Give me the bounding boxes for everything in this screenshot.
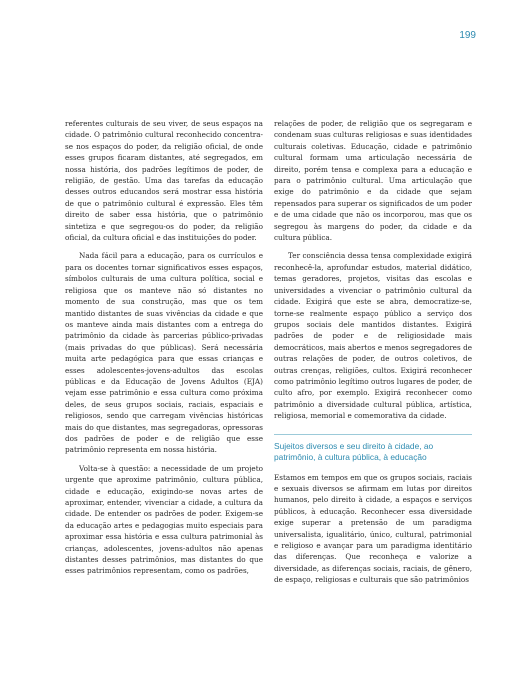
body-paragraph: Volta-se à questão: a necessidade de um projeto urgente que aproxime patrimônio, cultura pública, cidade e educação, exigindo-se novas artes de aproximar, entender, vivenciar a cidade, a cultura da cidade. De entender os padrões de poder. Exigem-se da educação artes e pedagogias muito especiais para aproximar essa história e essa cultura patrimonial às crianças, adolescentes, jovens-adultos não apenas distantes desses patrimônios, mas distantes do que esses patrimônios representam, como os padrões, bbox=[65, 463, 263, 576]
section-heading bbox=[274, 434, 472, 464]
body-paragraph: Ter consciência dessa tensa complexidade exigirá reconhecê-la, aprofundar estudos, material didático, temas geradores, projetos, visitas das escolas e universidades a vivenciar o patrimônio cultural da cidade. Exigirá que este se abra, democratize-se, torne-se realmente espaço público a serviço dos grupos sociais dele mantidos distantes. Exigirá padrões de poder e de religiosidade mais democráticos, mais abertos e menos segregadores de outras relações de poder, de outros coletivos, de outras crenças, religiões, cultos. Exigirá reconhecer como patrimônio legítimo outros lugares de poder, de culto afro, por exemplo. Exigirá reconhecer como patrimônio a diversidade cultural pública, artística, religiosa, memorial e comemorativa da cidade. bbox=[274, 251, 472, 421]
body-paragraph: Estamos em tempos em que os grupos sociais, raciais e sexuais diversos se afirmam em lutas por direitos humanos, pelo direito à cidade, a espaços e serviços públicos, à educação. Reconhecer essa diversidade exige superar a pretensão de um paradigma universalista, igualitário, único, cultural, patrimonial e religioso e avançar para um paradigma identitário das diferenças. Que reconheça e valorize a diversidade, as diferenças sociais, raciais, de gênero, de espaço, religiosas e culturais que são patrimônios bbox=[274, 472, 472, 585]
body-paragraph: Nada fácil para a educação, para os currículos e para os docentes tornar significativos esses espaços, símbolos culturais de uma cultura política, social e religiosa que os manteve não só distantes no momento de sua construção, mas que os tem mantido distantes de suas vivências da cidade e que os manteve ainda mais distantes com a entrega do patrimônio da cidade às parcerias público-privadas (mais privadas do que públicas). Será necessária muita arte pedagógica para que essas crianças e esses adolescentes-jovens-adultos das escolas públicas e da Educação de Jovens Adultos (EJA) vejam esse patrimônio e essa cultura como próxima deles, de seus grupos sociais, raciais, espaciais e religiosos, sendo que carregam vivências históricas mais do que distantes, mas segregadoras, opressoras dos padrões de poder e de religião que esse patrimônio representa em nossa história. bbox=[65, 251, 263, 455]
left-column bbox=[65, 118, 263, 577]
page-number: 199 bbox=[459, 30, 476, 41]
section-heading-text: Sujeitos diversos e seu direito à cidade, ao patrimônio, à cultura pública, à educação bbox=[274, 440, 434, 463]
right-column bbox=[274, 118, 472, 586]
body-paragraph: referentes culturais de seu viver, de seus espaços na cidade. O patrimônio cultural reconhecido concentra-se nos espaços do poder, da religião oficial, de onde esses grupos ficaram distantes, até segregados, em nossa história, dos padrões legítimos de poder, de religião, de gestão. Uma das tarefas da educação desses outros educandos será mostrar essa história de que o patrimônio cultural é expressão. Eles têm direito de saber essa história, que o patrimônio sintetiza e que segregou-os do poder, da religião oficial, da cultura oficial e das instituições do poder. bbox=[65, 119, 263, 243]
body-paragraph: relações de poder, de religião que os segregaram e condenam suas culturas religiosas e suas identidades culturais coletivas. Educação, cidade e patrimônio cultural formam uma articulação necessária de direito, porém tensa e complexa para a educação e para o patrimônio cultural. Uma articulação que exige do patrimônio e da cidade que sejam repensados para superar os significados de um poder e de uma cidade que não os incorporou, mas que os segregou às margens do poder, da cidade e da cultura pública. bbox=[274, 119, 472, 243]
section-divider bbox=[274, 434, 472, 441]
